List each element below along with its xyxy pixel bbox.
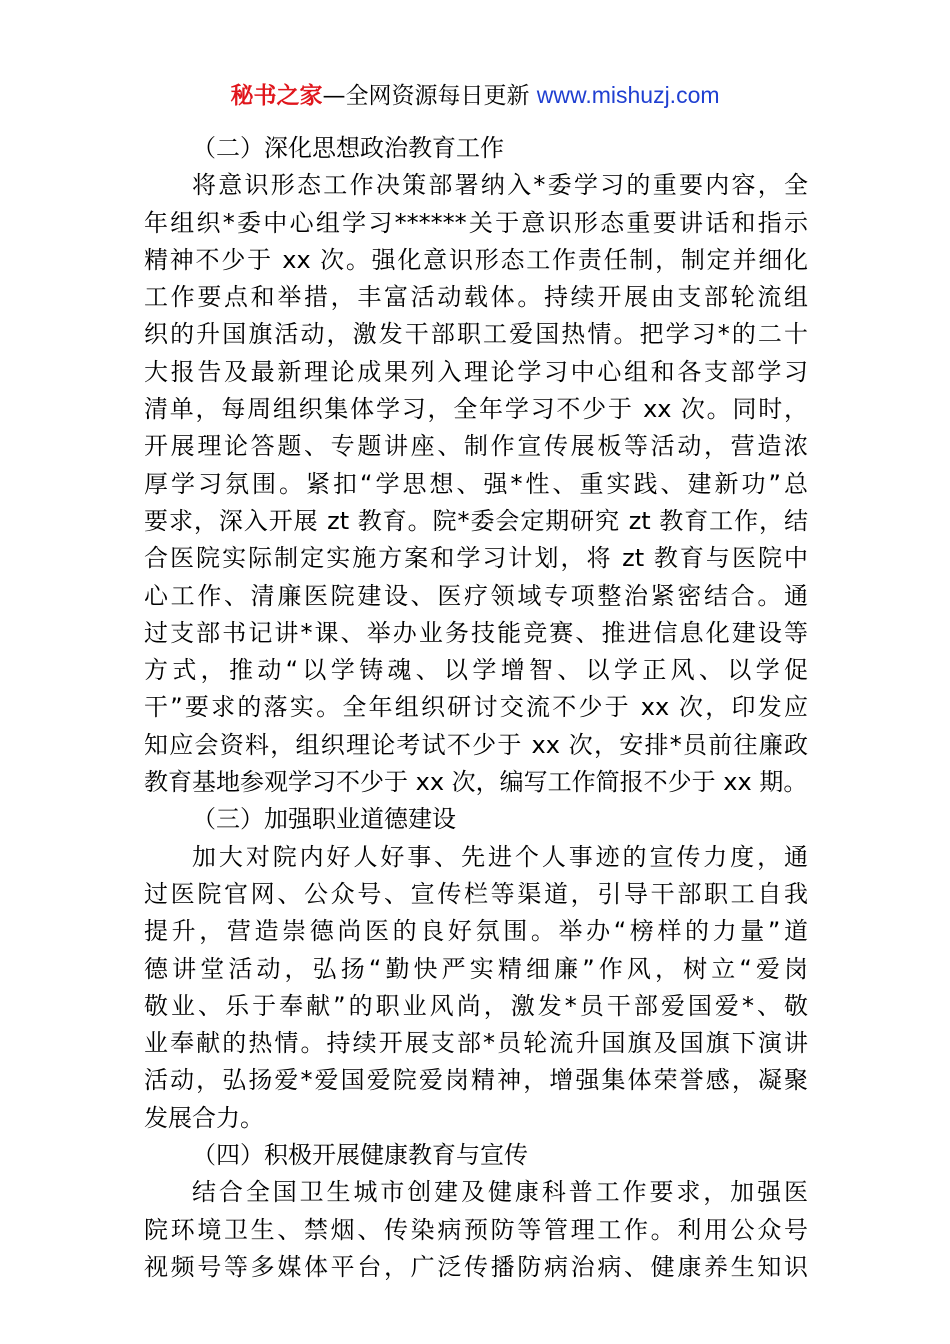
site-brand: 秘书之家: [230, 83, 323, 109]
paragraph-line: 开展理论答题、专题讲座、制作宣传展板等活动，营造浓: [144, 432, 808, 461]
site-url-link[interactable]: www.mishuzj.com: [536, 82, 720, 108]
section-heading-2: （二）深化思想政治教育工作: [192, 134, 504, 162]
site-slogan: —全网资源每日更新: [322, 83, 537, 109]
paragraph-line: 过医院官网、公众号、宣传栏等渠道，引导干部职工自我: [144, 879, 808, 908]
paragraph-line: 知应会资料，组织理论考试不少于 xx 次，安排*员前往廉政: [144, 730, 808, 759]
paragraph-line: 年组织*委中心组学习******关于意识形态重要讲话和指示: [144, 208, 808, 237]
paragraph-line: 合医院实际制定实施方案和学习计划，将 zt 教育与医院中: [144, 544, 808, 573]
paragraph-line: 活动，弘扬爱*爱国爱院爱岗精神，增强集体荣誉感，凝聚: [144, 1066, 808, 1095]
paragraph-line: 加大对院内好人好事、先进个人事迹的宣传力度，通: [192, 842, 808, 871]
paragraph-line: 织的升国旗活动，激发干部职工爱国热情。把学习*的二十: [144, 320, 808, 349]
paragraph-line: 业奉献的热情。持续开展支部*员轮流升国旗及国旗下演讲: [144, 1029, 808, 1058]
paragraph-line: 心工作、清廉医院建设、医疗领域专项整治紧密结合。通: [144, 581, 808, 610]
section-heading-4: （四）积极开展健康教育与宣传: [192, 1141, 528, 1170]
site-header: [0, 80, 950, 111]
section-heading-3: （三）加强职业道德建设: [192, 805, 456, 834]
document-body: [144, 130, 808, 1286]
paragraph-line: 过支部书记讲*课、举办业务技能竞赛、推进信息化建设等: [144, 618, 808, 647]
paragraph-line: 要求，深入开展 zt 教育。院*委会定期研究 zt 教育工作，结: [144, 506, 808, 535]
paragraph-line: 方式，推动“以学铸魂、以学增智、以学正风、以学促: [144, 656, 808, 685]
paragraph-line: 视频号等多媒体平台，广泛传播防病治病、健康养生知识: [144, 1252, 808, 1281]
paragraph-line: 清单，每周组织集体学习，全年学习不少于 xx 次。同时，: [144, 395, 808, 424]
paragraph-line: 精神不少于 xx 次。强化意识形态工作责任制，制定并细化: [144, 245, 808, 274]
paragraph-line: 工作要点和举措，丰富活动载体。持续开展由支部轮流组: [144, 283, 808, 312]
paragraph-line: 敬业、乐于奉献”的职业风尚，激发*员干部爱国爱*、敬: [144, 991, 808, 1020]
paragraph-line: 干”要求的落实。全年组织研讨交流不少于 xx 次，印发应: [144, 693, 808, 722]
paragraph-line: 发展合力。: [144, 1103, 264, 1132]
paragraph-line: 大报告及最新理论成果列入理论学习中心组和各支部学习: [144, 357, 808, 386]
paragraph-line: 教育基地参观学习不少于 xx 次，编写工作简报不少于 xx 期。: [144, 768, 808, 797]
paragraph-line: 结合全国卫生城市创建及健康科普工作要求，加强医: [192, 1178, 808, 1207]
paragraph-line: 将意识形态工作决策部署纳入*委学习的重要内容，全: [192, 171, 808, 200]
paragraph-line: 德讲堂活动，弘扬“勤快严实精细廉”作风，树立“爱岗: [144, 954, 808, 983]
paragraph-line: 院环境卫生、禁烟、传染病预防等管理工作。利用公众号: [144, 1215, 808, 1244]
paragraph-line: 厚学习氛围。紧扣“学思想、强*性、重实践、建新功”总: [144, 469, 808, 498]
paragraph-line: 提升，营造崇德尚医的良好氛围。举办“榜样的力量”道: [144, 917, 808, 946]
